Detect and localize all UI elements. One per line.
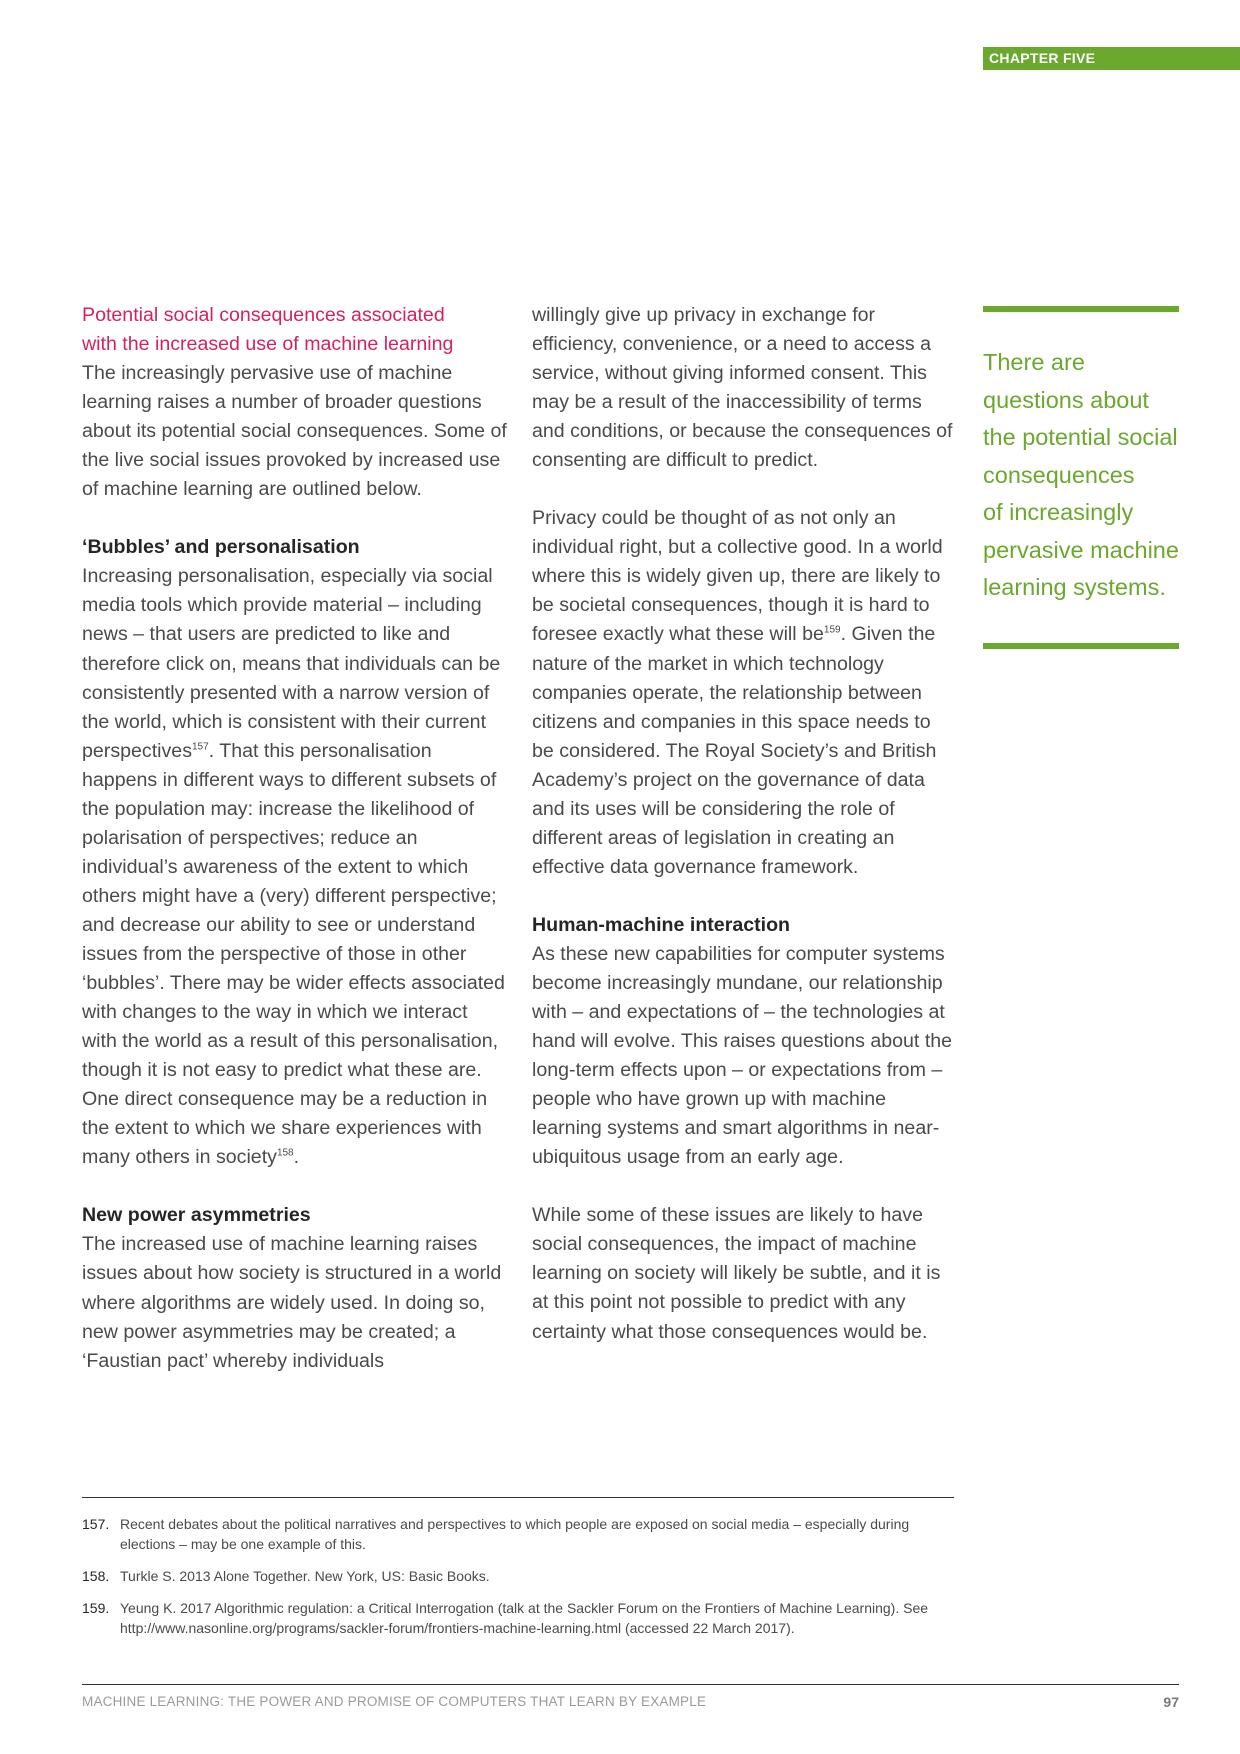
page-number: 97 bbox=[1163, 1694, 1179, 1710]
power-paragraph: The increased use of machine learning raises issues about how society is structured in a world where algorithms are widely used. In doing so, new power asymmetries may be created; a ‘Faustian pact’ whereby individuals bbox=[82, 1233, 502, 1372]
section-intro bbox=[82, 301, 507, 504]
left-column bbox=[82, 301, 507, 1405]
closing-paragraph: While some of these issues are likely to have social consequences, the impact of machine learning on society will likely be subtle, and it is at this point not possible to predict with any certainty what those consequences would be. bbox=[532, 1204, 941, 1343]
bubbles-paragraph: Increasing personalisation, especially via social media tools which provide material – including news – that users are predicted to like and therefore click on, means that individuals can be consistently presented with a narrow version of the world, which is consistent with their current perspectives$^{157}$. That this personalisation happens in different ways to different subsets of the population may: increase the likelihood of polarisation of perspectives; reduce an individual’s awareness of the extent to which others might have a (very) different perspective; and decrease our ability to see or understand issues from the perspective of those in other ‘bubbles’. There may be wider effects associated with changes to the way in which we interact with the world as a result of this personalisation, though it is not easy to predict what these are. One direct consequence may be a reduction in the extent to which we share experiences with many others in society$^{158}$. bbox=[82, 565, 505, 1169]
pull-quote-rule-bottom bbox=[983, 643, 1179, 649]
intro-heading: Potential social consequences associated with the increased use of machine learning bbox=[82, 304, 454, 356]
footnote-ref-157[interactable]: 157 bbox=[192, 741, 209, 753]
pull-quote: There are questions about the potential social consequences of increasingly pervasive machine learning systems. bbox=[983, 349, 1179, 600]
footnote-number: 157. bbox=[82, 1516, 110, 1532]
footnote-divider bbox=[82, 1497, 954, 1498]
footnote-158 bbox=[82, 1566, 954, 1586]
power-heading: New power asymmetries bbox=[82, 1204, 311, 1227]
footnote-159 bbox=[82, 1598, 954, 1638]
right-column bbox=[532, 301, 957, 1376]
footnote-ref-159[interactable]: 159 bbox=[823, 624, 841, 636]
footnote-text: Recent debates about the political narratives and perspectives to which people are exposed on social media – especially during elections – may be one example of this. bbox=[120, 1516, 910, 1552]
footnotes bbox=[82, 1514, 954, 1650]
pull-quote-rule-top bbox=[983, 306, 1179, 312]
hmi-heading: Human-machine interaction bbox=[532, 913, 791, 936]
running-title: MACHINE LEARNING: THE POWER AND PROMISE OF COMPUTERS THAT LEARN BY EXAMPLE bbox=[82, 1694, 707, 1709]
footnote-number: 158. bbox=[82, 1568, 110, 1584]
hmi-paragraph: As these new capabilities for computer systems become increasingly mundane, our relationship with – and expectations of – the technologies at hand will evolve. This raises questions about the long-term effects upon – or expectations from – people who have grown up with machine learning systems and smart algorithms in near-ubiquitous usage from an early age. bbox=[532, 942, 953, 1169]
footnote-text[interactable]: Yeung K. 2017 Algorithmic regulation: a Critical Interrogation (talk at the Sackler Forum on the Frontiers of Machine Learning). See http://www.nasonline.org/programs/sackler-forum/frontiers-machine-learning.html (accessed 22 March 2017). bbox=[120, 1600, 929, 1636]
intro-paragraph: The increasingly pervasive use of machine learning raises a number of broader questions about its potential social consequences. Some of the live social issues provoked by increased use of machine learning are outlined below. bbox=[82, 362, 507, 501]
bubbles-heading: ‘Bubbles’ and personalisation bbox=[82, 536, 360, 559]
privacy-paragraph: Privacy could be thought of as not only an individual right, but a collective good. In a world where this is widely given up, there are likely to be societal consequences, though it is hard to foresee exactly what these will $be^{159}$. Given the nature of the market in which technology companies operate, the relationship between citizens and companies in this space needs to be considered. The Royal Society’s and British Academy’s project on the governance of data and its uses will be considering the role of different areas of legislation in creating an effective data governance framework. bbox=[532, 507, 943, 878]
footnote-text: Turkle S. 2013 Alone Together. New York, US: Basic Books. bbox=[120, 1568, 490, 1584]
footnote-number: 159. bbox=[82, 1600, 110, 1616]
footnote-ref-158[interactable]: 158 bbox=[276, 1147, 294, 1159]
footnote-157 bbox=[82, 1514, 954, 1554]
footer-divider bbox=[82, 1684, 1179, 1685]
power-paragraph-continued: willingly give up privacy in exchange for efficiency, convenience, or a need to access a service, without giving informed consent. This may be a result of the inaccessibility of terms and conditions, or because the consequences of consenting are difficult to predict. bbox=[532, 304, 953, 472]
chapter-label: CHAPTER FIVE bbox=[983, 47, 1240, 70]
